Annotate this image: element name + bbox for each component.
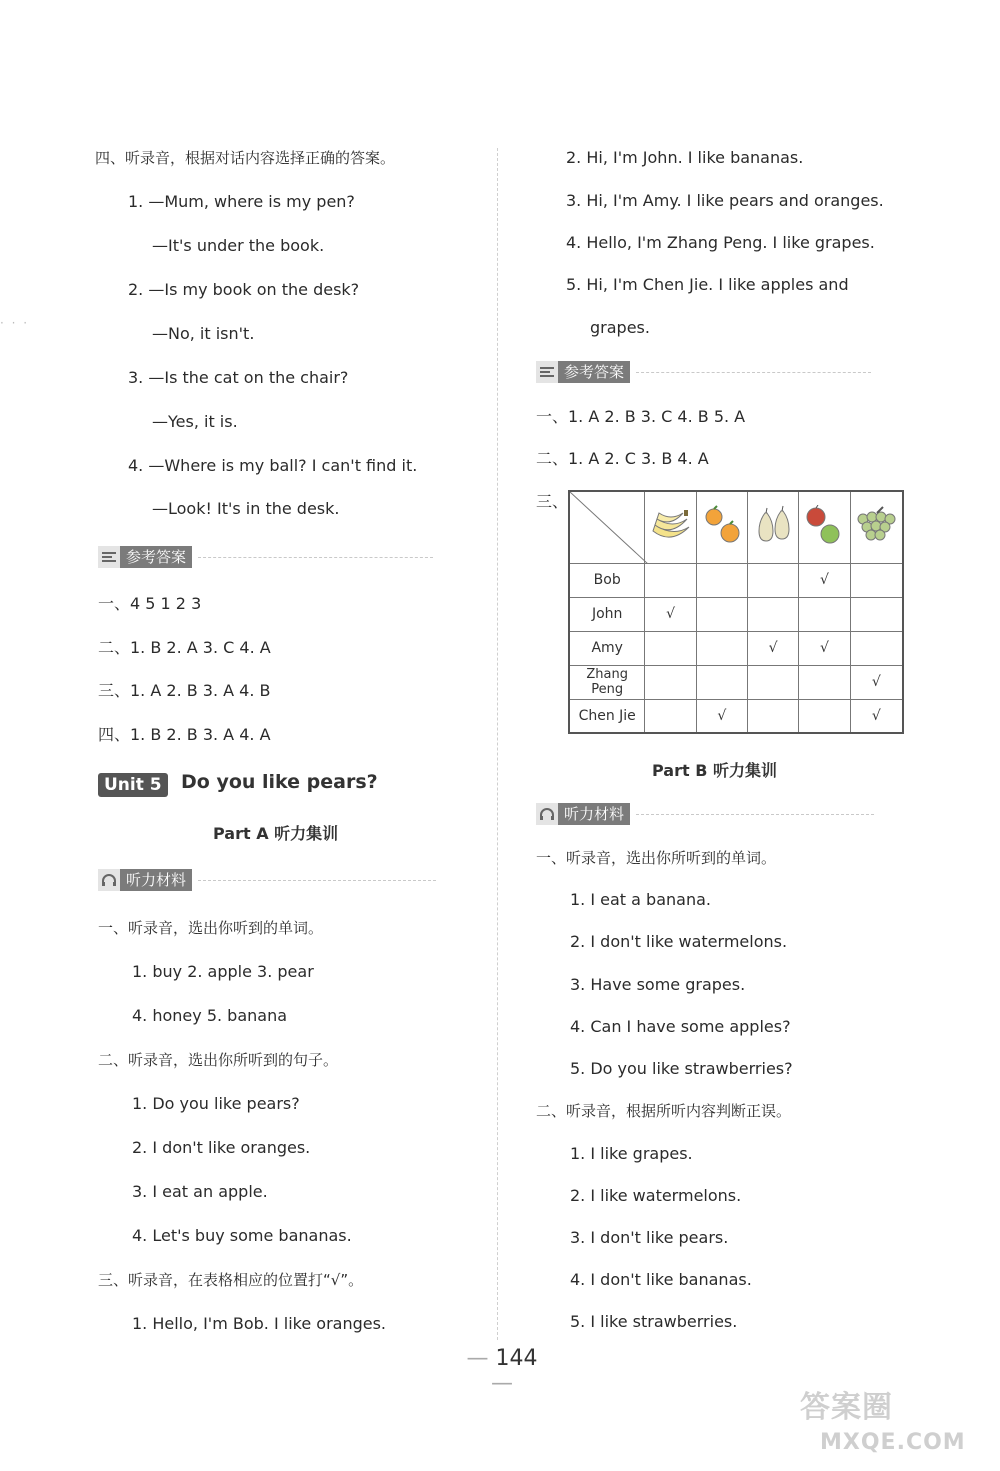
check-mark: √ (799, 563, 850, 597)
watermark-logo: 答案圈 (800, 1390, 893, 1425)
s3-title: 三、听录音，在表格相应的位置打“√”。 (98, 1271, 364, 1289)
check-mark: √ (799, 631, 850, 665)
list-icon (536, 361, 558, 383)
column-divider (497, 148, 498, 1340)
table-label: 三、 (536, 492, 569, 511)
b2-line: 5. I like strawberries. (570, 1312, 738, 1331)
part-a-title: Part A 听力集训 (213, 824, 339, 843)
answer-row: 一、1. A 2. B 3. C 4. B 5. A (536, 407, 746, 426)
b1-line: 2. I don't like watermelons. (570, 932, 788, 951)
b1-line: 4. Can I have some apples? (570, 1017, 791, 1036)
material-tag-label: 听力材料 (120, 869, 192, 891)
answer-tag-label: 参考答案 (120, 546, 192, 568)
table-row (569, 631, 903, 665)
s2-title: 二、听录音，选出你所听到的句子。 (98, 1051, 339, 1069)
q4-line: 1. —Mum, where is my pen? (128, 192, 355, 211)
check-mark: √ (850, 665, 903, 699)
answer-row: 三、1. A 2. B 3. A 4. B (98, 681, 271, 700)
s3-cont-line: 4. Hello, I'm Zhang Peng. I like grapes. (566, 233, 875, 252)
b1-line: 5. Do you like strawberries? (570, 1059, 793, 1078)
b1-line: 3. Have some grapes. (570, 975, 746, 994)
b2-line: 4. I don't like bananas. (570, 1270, 752, 1289)
b2-title: 二、听录音，根据所听内容判断正误。 (536, 1102, 792, 1120)
table-row (569, 699, 903, 733)
table-row (569, 563, 903, 597)
fruit-table (568, 490, 904, 734)
s2-line: 3. I eat an apple. (132, 1182, 268, 1201)
answer-row: 一、4 5 1 2 3 (98, 594, 202, 613)
s1-title: 一、听录音，选出你听到的单词。 (98, 919, 324, 937)
page-number: — 144 — (466, 1346, 538, 1396)
material-tag-label: 听力材料 (558, 803, 630, 825)
answer-tag (98, 546, 433, 568)
answer-tag (536, 361, 871, 383)
answer-row: 四、1. B 2. B 3. A 4. A (98, 725, 271, 744)
part-b-title: Part B 听力集训 (652, 761, 777, 780)
s2-line: 1. Do you like pears? (132, 1094, 300, 1113)
q4-line: —Yes, it is. (152, 412, 238, 431)
name-cell: Zhang Peng (569, 665, 645, 699)
list-icon (98, 546, 120, 568)
check-mark: √ (850, 699, 903, 733)
q4-line: —It's under the book. (152, 236, 325, 255)
s1-line: 4. honey 5. banana (132, 1006, 288, 1025)
answer-tag-label: 参考答案 (558, 361, 630, 383)
check-mark: √ (696, 699, 747, 733)
q4-title: 四、听录音，根据对话内容选择正确的答案。 (95, 149, 396, 167)
margin-dots: · · · (0, 316, 30, 330)
b2-line: 2. I like watermelons. (570, 1186, 742, 1205)
name-cell: John (569, 597, 645, 631)
q4-line: —No, it isn't. (152, 324, 255, 343)
q4-line: —Look! It's in the desk. (152, 499, 340, 518)
material-tag (536, 803, 874, 825)
headphones-icon (98, 869, 120, 891)
q4-line: 2. —Is my book on the desk? (128, 280, 360, 299)
headphones-icon (536, 803, 558, 825)
b1-line: 1. I eat a banana. (570, 890, 711, 909)
check-mark: √ (747, 631, 798, 665)
q4-line: 4. —Where is my ball? I can't find it. (128, 456, 418, 475)
b2-line: 3. I don't like pears. (570, 1228, 729, 1247)
oranges-icon (700, 505, 744, 545)
pears-header (747, 491, 798, 563)
s3-cont-line: 2. Hi, I'm John. I like bananas. (566, 148, 804, 167)
s3-cont-line: 3. Hi, I'm Amy. I like pears and oranges. (566, 191, 884, 210)
diagonal-header-cell (569, 491, 645, 563)
material-tag (98, 869, 436, 891)
name-cell: Amy (569, 631, 645, 665)
bananas-icon (649, 505, 693, 545)
unit-title: Do you like pears? (181, 771, 378, 793)
answer-row: 二、1. B 2. A 3. C 4. A (98, 638, 271, 657)
table-row (569, 665, 903, 699)
apples-icon (802, 505, 846, 545)
s3-cont-line: grapes. (590, 318, 650, 337)
name-cell: Bob (569, 563, 645, 597)
s1-line: 1. buy 2. apple 3. pear (132, 962, 314, 981)
oranges-header (696, 491, 747, 563)
s3-line: 1. Hello, I'm Bob. I like oranges. (132, 1314, 387, 1333)
watermark-url: MXQE.COM (820, 1430, 966, 1455)
name-cell: Chen Jie (569, 699, 645, 733)
apples-header (799, 491, 850, 563)
s3-cont-line: 5. Hi, I'm Chen Jie. I like apples and (566, 275, 849, 294)
q4-line: 3. —Is the cat on the chair? (128, 368, 349, 387)
grapes-icon (853, 505, 899, 545)
b2-line: 1. I like grapes. (570, 1144, 693, 1163)
unit-badge: Unit 5 (98, 773, 168, 797)
pears-icon (751, 505, 795, 545)
b1-title: 一、听录音，选出你所听到的单词。 (536, 849, 777, 867)
s2-line: 2. I don't like oranges. (132, 1138, 311, 1157)
answer-row: 二、1. A 2. C 3. B 4. A (536, 449, 709, 468)
s2-line: 4. Let's buy some bananas. (132, 1226, 352, 1245)
table-row (569, 597, 903, 631)
check-mark: √ (645, 597, 696, 631)
grapes-header (850, 491, 903, 563)
bananas-header (645, 491, 696, 563)
